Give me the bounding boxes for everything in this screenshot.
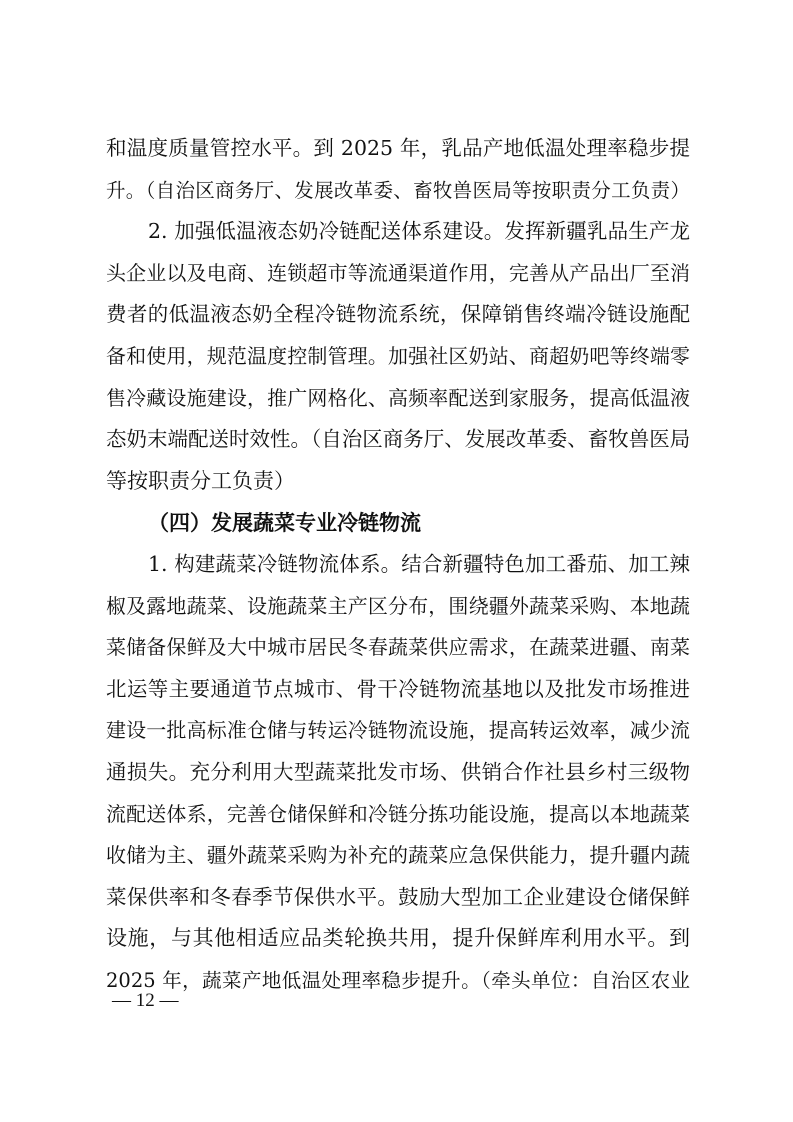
section-heading: （四）发展蔬菜专业冷链物流: [148, 510, 421, 536]
text-line-19: 菜保供率和冬春季节保供水平。鼓励大型加工企业建设仓储保鲜: [106, 884, 690, 909]
text-line-21: 2025 年，蔬菜产地低温处理率稳步提升。（牵头单位：自治区农业: [106, 968, 690, 992]
text-line-20: 设施，与其他相适应品类轮换共用，提升保鲜库利用水平。到: [106, 926, 690, 951]
text-line-12: 椒及露地蔬菜、设施蔬菜主产区分布，围绕疆外蔬菜采购、本地蔬: [106, 593, 690, 618]
page-number: — 12 —: [112, 990, 179, 1011]
text-line-9: 等按职责分工负责）: [106, 468, 295, 493]
text-line-8: 态奶末端配送时效性。（自治区商务厅、发展改革委、畜牧兽医局: [106, 427, 691, 452]
text-line-1: 和温度质量管控水平。到 2025 年，乳品产地低温处理率稳步提: [106, 136, 690, 160]
text-line-6: 备和使用，规范温度控制管理。加强社区奶站、商超奶吧等终端零: [106, 343, 690, 368]
document-body: [106, 128, 690, 1001]
text-line-13: 菜储备保鲜及大中城市居民冬春蔬菜供应需求，在蔬菜进疆、南菜: [106, 635, 690, 660]
text-line-16: 通损失。充分利用大型蔬菜批发市场、供销合作社县乡村三级物: [106, 759, 690, 784]
text-line-15: 建设一批高标准仓储与转运冷链物流设施，提高转运效率，减少流: [106, 718, 690, 743]
text-line-14: 北运等主要通道节点城市、骨干冷链物流基地以及批发市场推进: [106, 676, 690, 701]
text-line-18: 收储为主、疆外蔬菜采购为补充的蔬菜应急保供能力，提升疆内蔬: [106, 843, 690, 868]
text-line-2: 升。（自治区商务厅、发展改革委、畜牧兽医局等按职责分工负责）: [106, 178, 690, 202]
text-line-5: 费者的低温液态奶全程冷链物流系统，保障销售终端冷链设施配: [106, 302, 690, 327]
text-line-7: 售冷藏设施建设，推广网格化、高频率配送到家服务，提高低温液: [106, 385, 690, 410]
text-line-17: 流配送体系，完善仓储保鲜和冷链分拣功能设施，提高以本地蔬菜: [106, 801, 690, 826]
text-line-4: 头企业以及电商、连锁超市等流通渠道作用，完善从产品出厂至消: [106, 260, 690, 285]
text-line-11: 1. 构建蔬菜冷链物流体系。结合新疆特色加工番茄、加工辣: [148, 551, 690, 576]
text-line-3: 2. 加强低温液态奶冷链配送体系建设。发挥新疆乳品生产龙: [148, 219, 690, 244]
